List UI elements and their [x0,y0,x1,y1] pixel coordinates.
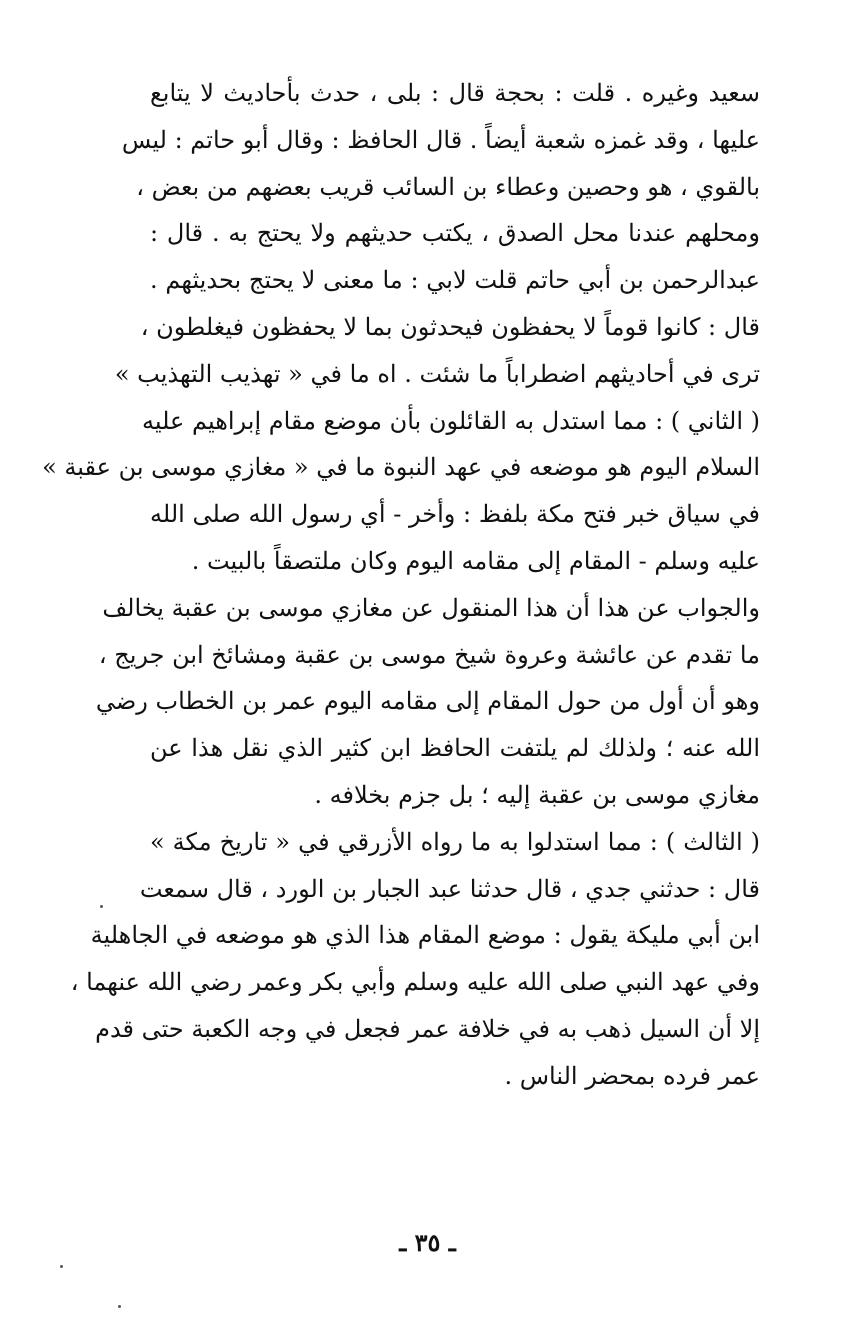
paragraph-4 [70,819,760,1100]
body-text [42,70,760,1100]
text-line: ( الثالث ) : مما استدلوا به ما رواه الأزرقي في « تاريخ مكة » [150,827,760,856]
text-line: مغازي موسى بن عقبة إليه ؛ بل جزم بخلافه . [314,780,760,809]
page-number: ـ ٣٥ ـ [399,1228,456,1257]
paragraph-2 [42,398,760,585]
text-line: وفي عهد النبي صلى الله عليه وسلم وأبي بكر وعمر رضي الله عنهما ، [70,968,760,997]
text-line: إلا أن السيل ذهب به في خلافة عمر فجعل في وجه الكعبة حتى قدم [95,1014,760,1043]
paragraph-3 [95,585,760,819]
paragraph-1 [114,70,760,398]
scan-speck [60,1265,63,1268]
text-line: ( الثاني ) : مما استدل به القائلون بأن موضع مقام إبراهيم عليه [142,406,760,435]
text-line: في سياق خبر فتح مكة بلفظ : وأخر - أي رسول الله صلى الله [150,500,760,529]
text-line: عمر فرده بمحضر الناس . [504,1061,760,1090]
text-line: بالقوي ، هو وحصين وعطاء بن السائب قريب بعضهم من بعض ، [136,172,760,201]
text-line: عليه وسلم - المقام إلى مقامه اليوم وكان ملتصقاً بالبيت . [191,546,760,575]
text-line: والجواب عن هذا أن هذا المنقول عن مغازي موسى بن عقبة يخالف [102,593,760,622]
text-line: السلام اليوم هو موضعه في عهد النبوة ما في « مغازي موسى بن عقبة » [42,453,760,482]
scan-speck [118,1305,121,1308]
scan-speck [100,905,103,908]
text-line: ما تقدم عن عائشة وعروة شيخ موسى بن عقبة ومشائخ ابن جريج ، [98,640,760,669]
text-line: وهو أن أول من حول المقام إلى مقامه اليوم عمر بن الخطاب رضي [95,687,760,716]
text-line: عبدالرحمن بن أبي حاتم قلت لابي : ما معنى لا يحتج بحديثهم . [150,266,760,295]
text-line: ابن أبي مليكة يقول : موضع المقام هذا الذي هو موضعه في الجاهلية [90,921,760,950]
text-line: قال : كانوا قوماً لا يحفظون فيحدثون بما لا يحفظون فيغلطون ، [140,312,760,341]
text-line: قال : حدثني جدي ، قال حدثنا عبد الجبار بن الورد ، قال سمعت [139,874,760,903]
text-line: ومحلهم عندنا محل الصدق ، يكتب حديثهم ولا يحتج به . قال : [150,219,760,248]
text-line: ترى في أحاديثهم اضطراباً ما شئت . اه ما في « تهذيب التهذيب » [114,359,760,388]
text-line: الله عنه ؛ ولذلك لم يلتفت الحافظ ابن كثير الذي نقل هذا عن [150,734,760,763]
text-line: سعيد وغيره . قلت : بحجة قال : بلى ، حدث بأحاديث لا يتابع [150,79,760,107]
text-line: عليها ، وقد غمزه شعبة أيضاً . قال الحافظ : وقال أبو حاتم : ليس [121,125,760,154]
